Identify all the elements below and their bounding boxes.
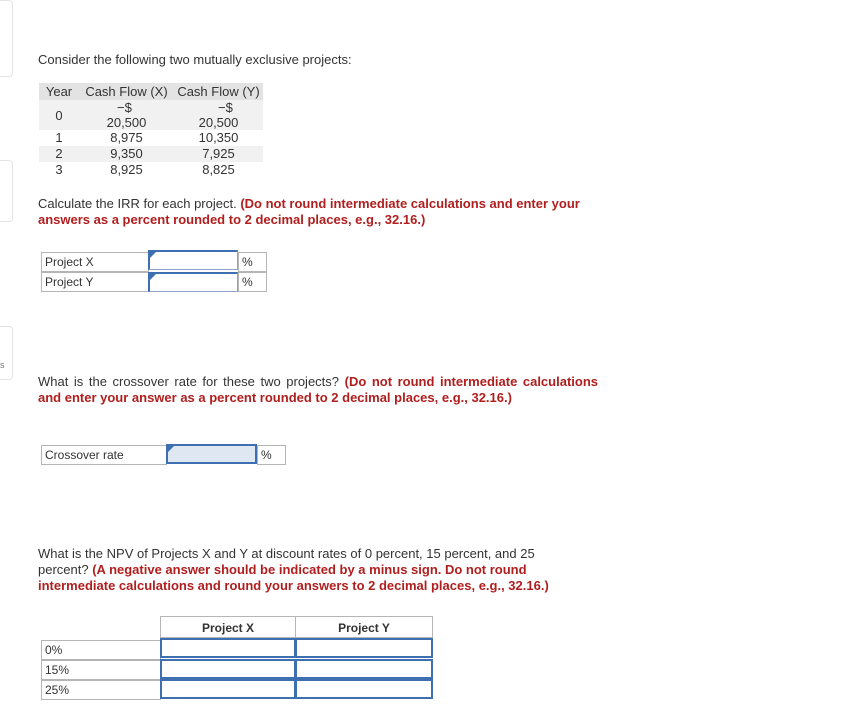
year-cell: 2 — [55, 146, 63, 161]
question-npv — [38, 546, 583, 594]
year-cell: 0 — [55, 107, 63, 123]
table-row — [39, 130, 263, 146]
npv-rate-0: 0% — [41, 640, 161, 660]
cash-x-value: 20,500 — [106, 115, 147, 130]
npv-y-0-input[interactable] — [295, 638, 433, 658]
cash-y-cell: 7,925 — [202, 146, 235, 161]
side-tab — [0, 160, 13, 222]
side-tab — [0, 326, 13, 380]
percent-unit: % — [238, 252, 267, 272]
question-crossover-instruction: (Do not round intermediate calculations and enter your answer as a percent rounded to 2 decimal places, e.g., 32.16.) — [38, 374, 598, 405]
cash-flow-table — [39, 83, 263, 178]
npv-x-15-input[interactable] — [160, 659, 296, 679]
year-cell: 1 — [55, 130, 63, 145]
crossover-rate-input[interactable] — [166, 444, 257, 464]
npv-y-25-input[interactable] — [295, 679, 433, 699]
currency-sign: −$ — [117, 100, 132, 115]
npv-x-0-input[interactable] — [160, 638, 296, 658]
question-npv-instruction: (A negative answer should be indicated by a minus sign. Do not round intermediate calculations and round your answers to 2 decimal places, e.g., 32.16.) — [38, 562, 549, 593]
question-npv-text: What is the NPV of Projects X and Y at discount rates of 0 percent, 15 percent, and 25 percent? — [38, 546, 535, 577]
header-year: Year — [45, 84, 73, 99]
table-row — [39, 146, 263, 162]
npv-header-project-x: Project X — [160, 616, 296, 638]
question-crossover-text: What is the crossover rate for these two projects? — [38, 374, 340, 389]
npv-x-25-input[interactable] — [160, 679, 296, 699]
question-irr-instruction: (Do not round intermediate calculations and enter your answers as a percent rounded to 2 decimal places, e.g., 32.16.) — [38, 196, 580, 227]
npv-rate-25: 25% — [41, 680, 161, 700]
side-mark: s — [0, 360, 5, 370]
irr-project-y-input[interactable] — [148, 272, 238, 292]
year-cell: 3 — [55, 162, 63, 177]
cash-y-cell: 10,350 — [198, 130, 239, 145]
cash-y-value: 20,500 — [198, 115, 239, 130]
cash-x-cell: 8,925 — [110, 162, 143, 177]
table-row — [39, 100, 263, 130]
label-project-y: Project Y — [41, 272, 149, 292]
table-header — [39, 83, 263, 100]
percent-unit: % — [238, 272, 267, 292]
side-tab — [0, 0, 13, 77]
question-irr — [38, 196, 598, 228]
label-crossover-rate: Crossover rate — [41, 445, 167, 465]
header-cash-y: Cash Flow (Y) — [177, 84, 260, 99]
npv-rate-15: 15% — [41, 660, 161, 680]
question-irr-text: Calculate the IRR for each project. — [38, 196, 237, 211]
npv-y-15-input[interactable] — [295, 659, 433, 679]
currency-sign: −$ — [218, 100, 233, 115]
intro-text: Consider the following two mutually exclusive projects: — [38, 52, 352, 67]
irr-project-x-input[interactable] — [148, 250, 238, 270]
cash-x-cell: 8,975 — [110, 130, 143, 145]
cash-x-cell: 9,350 — [110, 146, 143, 161]
npv-header-project-y: Project Y — [295, 616, 433, 638]
table-row — [39, 162, 263, 178]
header-cash-x: Cash Flow (X) — [85, 84, 168, 99]
cash-y-cell: 8,825 — [202, 162, 235, 177]
question-crossover — [38, 374, 598, 406]
label-project-x: Project X — [41, 252, 149, 272]
cash-y-cell — [174, 100, 263, 130]
percent-unit: % — [257, 445, 286, 465]
cash-x-cell — [79, 100, 174, 130]
